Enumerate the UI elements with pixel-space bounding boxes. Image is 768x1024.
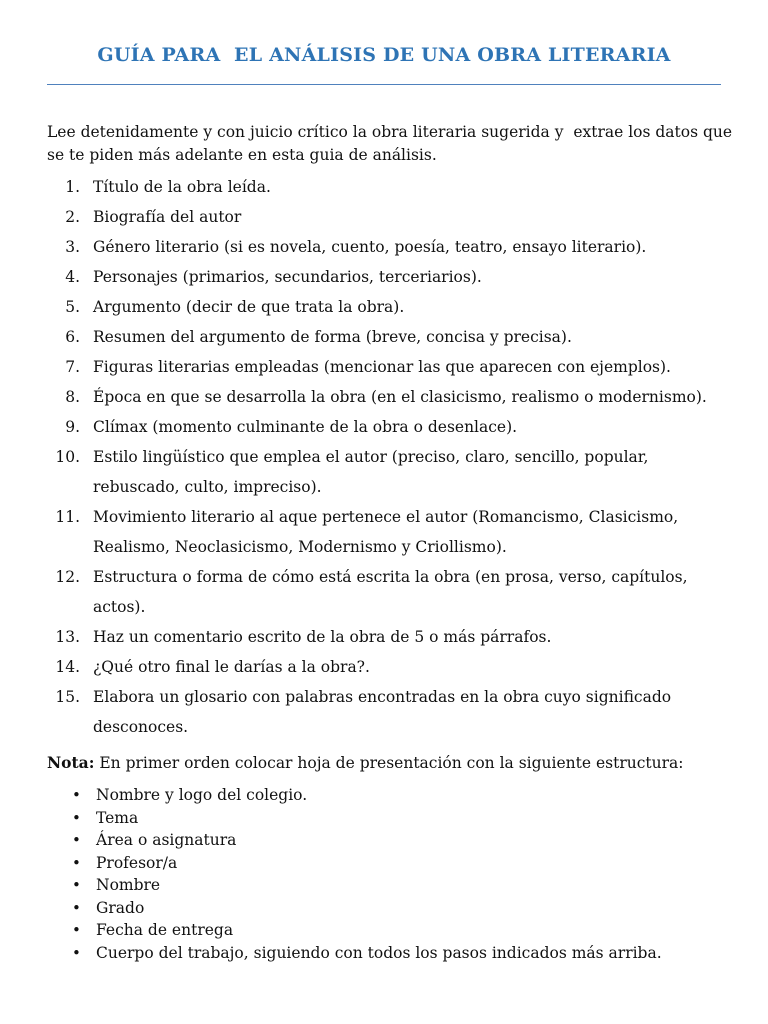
- step-number: 7.: [65, 358, 80, 376]
- step-number: 15.: [55, 688, 80, 706]
- bullet-icon: •: [72, 808, 81, 827]
- step-item: [0, 322, 733, 352]
- step-number: 1.: [65, 178, 80, 196]
- bullet-icon: •: [72, 786, 81, 804]
- step-number: 14.: [55, 658, 80, 676]
- bullet-icon: •: [72, 876, 81, 894]
- bullet-icon: •: [72, 853, 81, 872]
- step-item: [0, 442, 733, 502]
- step-text: Figuras literarias empleadas (mencionar las que aparecen con ejemplos).: [93, 358, 671, 376]
- step-item: [0, 502, 733, 562]
- step-text: Título de la obra leída.: [93, 178, 271, 196]
- bullet-icon: •: [72, 943, 81, 962]
- structure-item: [0, 942, 662, 965]
- document-title: GUÍA PARA EL ANÁLISIS DE UNA OBRA LITERARIA: [97, 44, 671, 66]
- structure-item-text: Nombre: [96, 876, 161, 894]
- step-item: [0, 172, 733, 202]
- step-text: Argumento (decir de que trata la obra).: [93, 298, 405, 316]
- step-item: [0, 412, 733, 442]
- structure-item: [0, 829, 662, 852]
- step-text: Elabora un glosario con palabras encontradas en la obra cuyo significado desconoces.: [93, 688, 672, 736]
- structure-item-text: Nombre y logo del colegio.: [96, 786, 308, 804]
- structure-item: [0, 897, 662, 920]
- step-text: Resumen del argumento de forma (breve, concisa y precisa).: [93, 328, 572, 346]
- step-item: [0, 652, 733, 682]
- structure-item-text: Profesor/a: [96, 853, 178, 872]
- step-text: Haz un comentario escrito de la obra de 5 o más párrafos.: [93, 628, 552, 646]
- structure-item: [0, 852, 662, 875]
- step-item: [0, 232, 733, 262]
- structure-item: [0, 874, 662, 897]
- cover-structure-list: [0, 784, 662, 964]
- step-number: 12.: [55, 568, 80, 586]
- step-item: [0, 352, 733, 382]
- step-number: 3.: [65, 238, 80, 256]
- step-item: [0, 202, 733, 232]
- step-text: Época en que se desarrolla la obra (en el clasicismo, realismo o modernismo).: [93, 388, 707, 406]
- step-item: [0, 682, 733, 742]
- structure-item-text: Fecha de entrega: [96, 921, 234, 939]
- step-item: [0, 382, 733, 412]
- step-text: Género literario (si es novela, cuento, poesía, teatro, ensayo literario).: [93, 238, 647, 256]
- step-text: Estructura o forma de cómo está escrita la obra (en prosa, verso, capítulos, actos).: [93, 568, 688, 616]
- analysis-steps-list: [0, 172, 768, 742]
- step-number: 4.: [65, 268, 80, 286]
- note-label: Nota:: [47, 753, 95, 772]
- step-item: [0, 622, 733, 652]
- structure-item: [0, 919, 662, 942]
- bullet-icon: •: [72, 921, 81, 939]
- step-number: 6.: [65, 328, 80, 346]
- step-number: 8.: [65, 388, 80, 406]
- step-number: 11.: [55, 508, 80, 526]
- intro-paragraph: Lee detenidamente y con juicio crítico la obra literaria sugerida y extrae los datos que se te piden más adelante en esta guia de análisis.: [47, 123, 733, 164]
- step-number: 5.: [65, 298, 80, 316]
- structure-item: [0, 784, 662, 807]
- structure-item-text: Tema: [96, 808, 139, 827]
- step-text: Movimiento literario al aque pertenece el autor (Romancismo, Clasicismo, Realismo, Neoclasicismo, Modernismo y Criollismo).: [93, 508, 679, 556]
- bullet-icon: •: [72, 831, 81, 849]
- structure-item-text: Área o asignatura: [96, 831, 237, 849]
- structure-item-text: Grado: [96, 898, 145, 917]
- bullet-icon: •: [72, 898, 81, 917]
- step-number: 13.: [55, 628, 80, 646]
- step-item: [0, 292, 733, 322]
- note-paragraph: [47, 751, 683, 775]
- step-number: 2.: [65, 208, 80, 226]
- title-divider: [47, 84, 721, 85]
- step-item: [0, 562, 733, 622]
- step-number: 9.: [65, 418, 80, 436]
- note-text: En primer orden colocar hoja de presentación con la siguiente estructura:: [94, 754, 684, 772]
- step-number: 10.: [55, 448, 80, 466]
- step-text: ¿Qué otro final le darías a la obra?.: [93, 658, 370, 676]
- structure-item: [0, 807, 662, 830]
- step-item: [0, 262, 733, 292]
- structure-item-text: Cuerpo del trabajo, siguiendo con todos los pasos indicados más arriba.: [96, 943, 662, 962]
- step-text: Biografía del autor: [93, 208, 242, 226]
- step-text: Personajes (primarios, secundarios, terceriarios).: [93, 268, 482, 286]
- step-text: Estilo lingüístico que emplea el autor (preciso, claro, sencillo, popular, rebuscado, culto, impreciso).: [93, 448, 649, 496]
- step-text: Clímax (momento culminante de la obra o desenlace).: [93, 418, 518, 436]
